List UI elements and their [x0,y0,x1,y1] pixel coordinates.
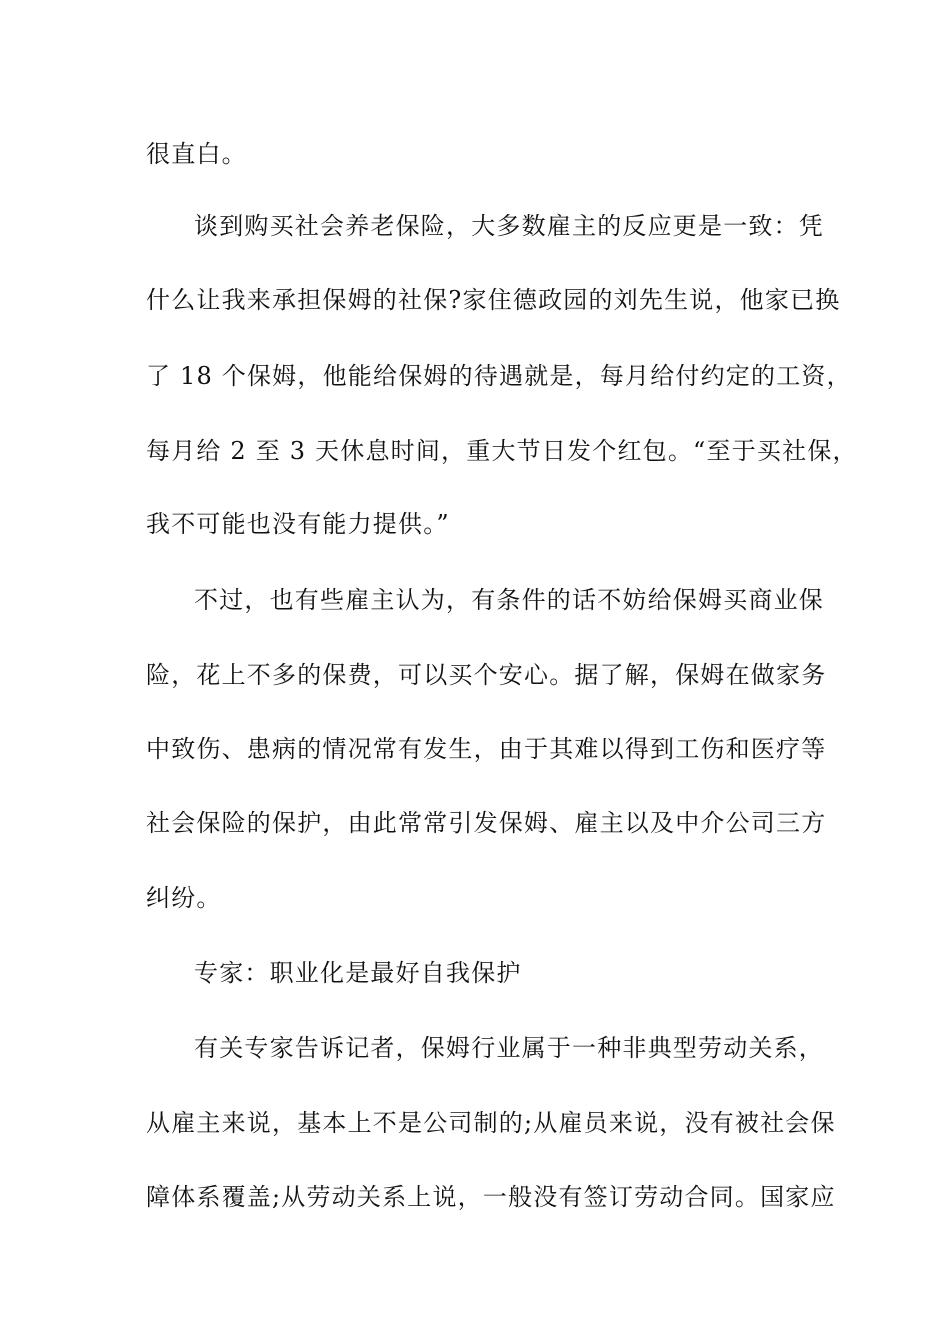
text-line: 纠纷。 [146,884,222,912]
text-line: 社会保险的保护，由此常常引发保姆、雇主以及中介公司三方 [146,809,827,837]
text-line: 从雇主来说，基本上不是公司制的;从雇员来说，没有被社会保 [146,1109,836,1137]
text-line: 什么让我来承担保姆的社保?家住德政园的刘先生说，他家已换 [146,286,841,314]
paragraph-first-line: 有关专家告诉记者，保姆行业属于一种非典型劳动关系， [194,1034,824,1062]
paragraph-first-line: 不过，也有些雇主认为，有条件的话不妨给保姆买商业保 [194,586,824,614]
text-line: 每月给 2 至 3 天休息时间，重大节日发个红包。“至于买社保， [146,437,858,465]
paragraph-first-line: 谈到购买社会养老保险，大多数雇主的反应更是一致：凭 [194,212,824,240]
text-line: 我不可能也没有能力提供。” [146,510,450,538]
text-line: 障体系覆盖;从劳动关系上说，一般没有签订劳动合同。国家应 [146,1183,836,1211]
text-line: 险，花上不多的保费，可以买个安心。据了解，保姆在做家务 [146,661,827,689]
text-line: 了 18 个保姆，他能给保姆的待遇就是，每月给付约定的工资， [146,362,852,390]
text-line: 很直白。 [146,140,247,168]
text-line: 中致伤、患病的情况常有发生，由于其难以得到工伤和医疗等 [146,735,827,763]
section-heading: 专家：职业化是最好自我保护 [194,959,522,987]
